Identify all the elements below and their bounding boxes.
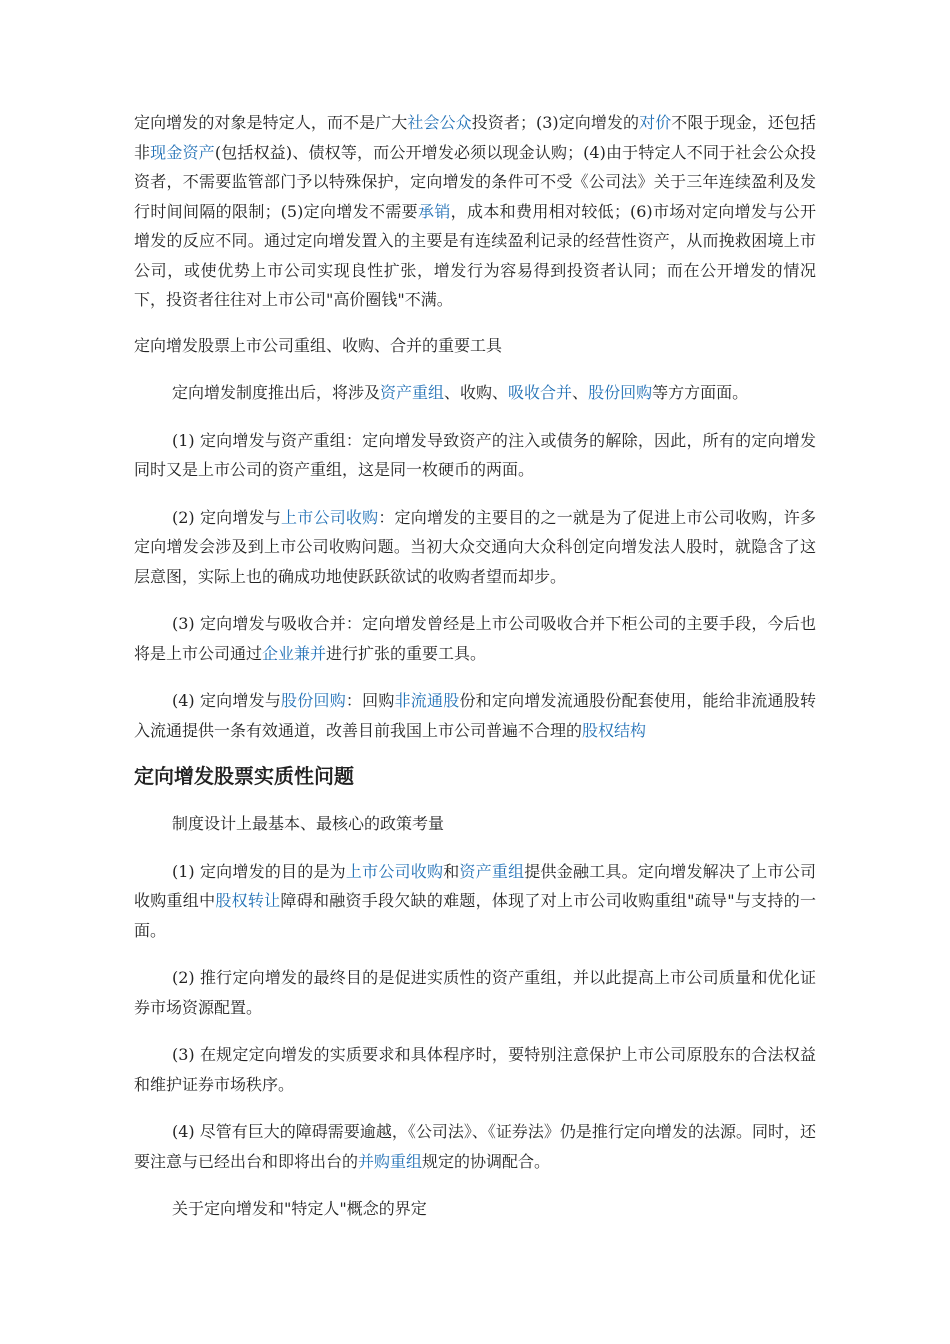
lead-text-1: 定向增发制度推出后，将涉及 xyxy=(172,383,381,402)
link-consideration[interactable]: 对价 xyxy=(639,113,672,132)
link-equity-structure[interactable]: 股权结构 xyxy=(582,720,647,740)
section2-item-1 xyxy=(134,857,816,946)
section2-item-3: (3) 在规定定向增发的实质要求和具体程序时，要特别注意保护上市公司原股东的合法权益和维护证券市场秩序。 xyxy=(134,1045,816,1094)
s2-item4-text-1: (4) 尽管有巨大的障碍需要逾越，《公司法》、《证券法》仍是推行定向增发的法源。同时，还要注意与已经出台和即将出台的 xyxy=(134,1122,816,1171)
item2-text-2: ：定向增发的主要目的之一就是为了促进上市公司收购，许多定向增发会涉及到上市公司收购问题。当初大众交通向大众科创定向增发法人股时，就隐含了这层意图，实际上也的确成功地使跃跃欲试的收购者望而却步。 xyxy=(134,507,816,586)
intro-text-3: 不限于现金，还包括非 xyxy=(134,113,816,162)
item4-text-3: 份和定向增发流通股份配套使用，能给非流通股转入流通提供一条有效通道，改善目前我国上市公司普遍不合理的 xyxy=(134,691,816,740)
item4-text-2: ：回购 xyxy=(345,691,395,710)
lead-text-2: 、收购、 xyxy=(444,383,509,402)
section1-lead xyxy=(134,378,816,408)
section2-heading: 定向增发股票实质性问题 xyxy=(134,764,354,788)
link-ma-restructuring[interactable]: 并购重组 xyxy=(358,1151,423,1171)
intro-paragraph xyxy=(134,108,816,315)
intro-text-1: 定向增发的对象是特定人，而不是广大 xyxy=(134,113,408,132)
link-listed-company-acquisition[interactable]: 上市公司收购 xyxy=(281,507,379,527)
s2-item1-text-4: 障碍和融资手段欠缺的难题，体现了对上市公司收购重组"疏导"与支持的一面。 xyxy=(134,891,816,940)
section1-item-3 xyxy=(134,609,816,668)
s2-item4-text-2: 规定的协调配合。 xyxy=(422,1151,551,1171)
s2-item1-text-3: 提供金融工具。定向增发解决了上市公司收购重组中 xyxy=(134,861,816,910)
section1-item-2 xyxy=(134,503,816,592)
lead-text-4: 等方方面面。 xyxy=(652,383,749,402)
link-non-tradable-shares[interactable]: 非流通股 xyxy=(394,691,460,710)
s2-item1-text-1: (1) 定向增发的目的是为 xyxy=(172,861,346,881)
item4-text-1: (4) 定向增发与 xyxy=(172,691,282,710)
item3-text-1: (3) 定向增发与吸收合并：定向增发曾经是上市公司吸收合并下柜公司的主要手段，今后也将是上市公司通过 xyxy=(134,614,816,663)
item2-text-1: (2) 定向增发与 xyxy=(172,507,282,527)
intro-text-4: (包括权益)、债权等，而公开增发必须以现金认购；(4)由于特定人不同于社会公众投资者，不需要监管部门予以特殊保护，定向增发的条件可不受《公司法》关于三年连续盈利及发行时间间隔的限制；(5)定向增发不需要 xyxy=(134,142,816,221)
intro-text-5: ，成本和费用相对较低；(6)市场对定向增发与公开增发的反应不同。通过定向增发置入的主要是有连续盈利记录的经营性资产，从而挽救困境上市公司，或使优势上市公司实现良性扩张，增发行为容易得到投资者认同；而在公开增发的情况下，投资者往往对上市公司"高价圈钱"不满。 xyxy=(134,201,816,309)
section2-footer-line: 关于定向增发和"特定人"概念的界定 xyxy=(172,1199,427,1218)
link-underwriting[interactable]: 承销 xyxy=(418,201,451,221)
section1-item-4 xyxy=(134,686,816,745)
link-social-public[interactable]: 社会公众 xyxy=(407,113,472,132)
intro-text-2: 投资者；(3)定向增发的 xyxy=(471,113,640,132)
section2-item-2: (2) 推行定向增发的最终目的是促进实质性的资产重组，并以此提高上市公司质量和优化证券市场资源配置。 xyxy=(134,968,816,1017)
link-listed-company-acquisition-2[interactable]: 上市公司收购 xyxy=(345,861,444,881)
link-share-buyback[interactable]: 股份回购 xyxy=(588,383,653,402)
link-share-buyback-2[interactable]: 股份回购 xyxy=(281,691,346,710)
document-body xyxy=(134,108,816,1224)
section2-subtitle: 制度设计上最基本、最核心的政策考量 xyxy=(172,814,445,833)
item3-text-2: 进行扩张的重要工具。 xyxy=(326,643,487,663)
lead-text-3: 、 xyxy=(572,383,589,402)
link-non-cash-assets[interactable]: 现金资产 xyxy=(150,142,215,162)
s2-item1-text-2: 和 xyxy=(443,861,460,881)
link-enterprise-merger[interactable]: 企业兼并 xyxy=(262,643,327,663)
section1-title: 定向增发股票上市公司重组、收购、合并的重要工具 xyxy=(134,335,503,355)
section1-item-1: (1) 定向增发与资产重组：定向增发导致资产的注入或债务的解除，因此，所有的定向增发同时又是上市公司的资产重组，这是同一枚硬币的两面。 xyxy=(134,430,816,479)
link-asset-restructuring[interactable]: 资产重组 xyxy=(380,383,445,402)
link-absorption-merger[interactable]: 吸收合并 xyxy=(508,383,573,402)
section2-item-4 xyxy=(134,1117,816,1176)
link-asset-restructuring-2[interactable]: 资产重组 xyxy=(459,861,525,881)
link-equity-transfer[interactable]: 股权转让 xyxy=(215,891,281,910)
